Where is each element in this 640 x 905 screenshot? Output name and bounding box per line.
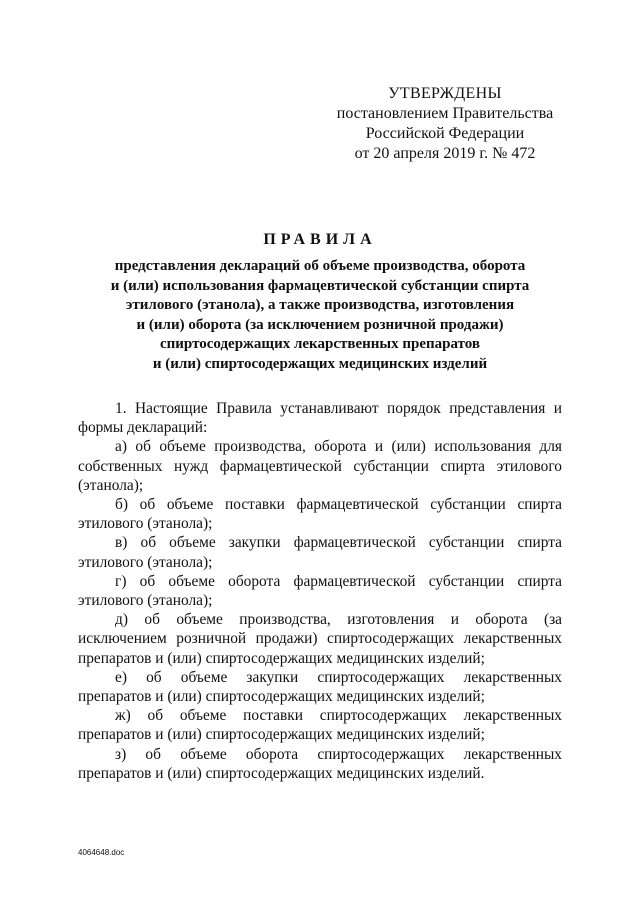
approval-block xyxy=(330,84,560,164)
subtitle-line: и (или) спиртосодержащих медицинских изделий xyxy=(152,355,488,372)
approval-line-2: Российской Федерации xyxy=(365,125,525,142)
paragraph-a: а) об объеме производства, оборота и (или) использования для собственных нужд фармацевтической субстанции спирта этилового (этанола); xyxy=(78,438,562,494)
approval-heading: УТВЕРЖДЕНЫ xyxy=(388,85,502,102)
paragraph-v: в) об объеме закупки фармацевтической субстанции спирта этилового (этанола); xyxy=(78,534,562,571)
subtitle-line: этилового (этанола), а также производства, изготовления xyxy=(125,297,515,313)
document-subtitle xyxy=(95,257,545,374)
paragraph-z: з) об объеме оборота спиртосодержащих лекарственных препаратов и (или) спиртосодержащих медицинских изделий. xyxy=(78,745,562,782)
paragraph-1: 1. Настоящие Правила устанавливают порядок представления и формы деклараций: xyxy=(78,400,562,437)
paragraph-d: д) об объеме производства, изготовления и оборота (за исключением розничной продажи) спиртосодержащих лекарственных препаратов и (или) спиртосодержащих медицинских изделий; xyxy=(78,611,562,667)
approval-line-1: постановлением Правительства xyxy=(336,105,554,122)
approval-line-3: от 20 апреля 2019 г. № 472 xyxy=(354,145,536,162)
paragraph-b: б) об объеме поставки фармацевтической субстанции спирта этилового (этанола); xyxy=(78,496,562,533)
document-body xyxy=(78,399,562,783)
file-name-footer: 4064648.doc xyxy=(78,848,125,857)
document-title: ПРАВИЛА xyxy=(263,231,377,248)
subtitle-line: и (или) использования фармацевтической субстанции спирта xyxy=(110,277,530,294)
paragraph-zh: ж) об объеме поставки спиртосодержащих лекарственных препаратов и (или) спиртосодержащих медицинских изделий; xyxy=(78,707,562,744)
paragraph-g: г) об объеме оборота фармацевтической субстанции спирта этилового (этанола); xyxy=(78,572,562,610)
paragraph-e: е) об объеме закупки спиртосодержащих лекарственных препаратов и (или) спиртосодержащих медицинских изделий; xyxy=(78,668,562,706)
subtitle-line: представления деклараций об объеме производства, оборота xyxy=(114,258,526,274)
subtitle-line: спиртосодержащих лекарственных препаратов xyxy=(159,336,480,352)
subtitle-line: и (или) оборота (за исключением розничной продажи) xyxy=(136,316,504,333)
